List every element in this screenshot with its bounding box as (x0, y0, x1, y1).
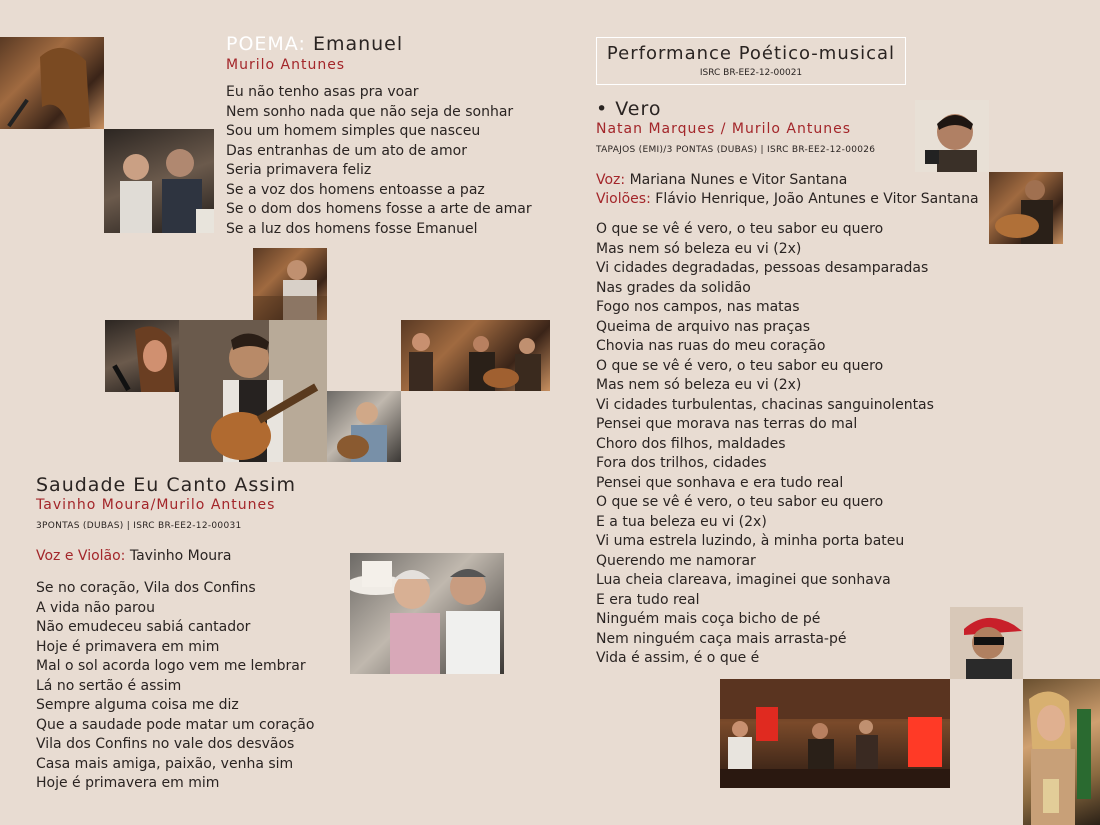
lyric-line: Mas nem só beleza eu vi (2x) (596, 240, 802, 257)
lyric-line: Hoje é primavera em mim (36, 638, 220, 655)
guitarist-photo-2 (327, 391, 401, 462)
voz-label: Voz: (596, 172, 626, 188)
lyric-line: Choro dos filhos, maldades (596, 435, 786, 452)
saudade-title: Saudade Eu Canto Assim (36, 474, 296, 496)
lyric-line: Nem ninguém caça mais arrasta-pé (596, 630, 847, 647)
lyric-line: Eu não tenho asas pra voar (226, 84, 419, 100)
lyric-line: Vi cidades turbulentas, chacinas sanguinolentas (596, 396, 934, 413)
lyric-line: Seria primavera feliz (226, 162, 372, 178)
vero-lyrics (596, 220, 934, 669)
singer-man-photo (915, 100, 989, 172)
poem-lyrics (226, 83, 532, 239)
lyric-line: Que a saudade pode matar um coração (36, 716, 315, 733)
singer-woman-photo-2 (105, 320, 179, 392)
vero-voz-credit (596, 172, 847, 188)
lyric-line: Hoje é primavera em mim (36, 775, 220, 791)
vero-violoes-credit (596, 191, 979, 207)
performance-box (596, 37, 906, 85)
credit-label: Voz e Violão: (36, 548, 126, 564)
lyric-line: A vida não parou (36, 599, 155, 616)
poem-author: Murilo Antunes (226, 57, 346, 73)
guitarist-main-photo (179, 320, 327, 462)
lyric-line: Chovia nas ruas do meu coração (596, 338, 826, 354)
musicians-photo-1 (104, 129, 214, 233)
lyric-line: Querendo me namorar (596, 552, 756, 569)
band-photo-1 (401, 320, 550, 391)
lyric-line: Das entranhas de um ato de amor (226, 142, 467, 159)
guitarist-photo-3 (989, 172, 1063, 244)
saudade-credit (36, 548, 231, 564)
lyric-line: Vila dos Confins no vale dos desvãos (36, 736, 295, 752)
lyric-line: E era tudo real (596, 591, 700, 608)
lyric-line: Vida é assim, é o que é (596, 650, 760, 666)
lyric-line: Mas nem só beleza eu vi (2x) (596, 377, 802, 393)
poem-title: Emanuel (312, 33, 404, 55)
lyric-line: Pensei que morava nas terras do mal (596, 416, 858, 432)
lyric-line: Se o dom dos homens fosse a arte de amar (226, 201, 532, 217)
saudade-isrc: 3PONTAS (DUBAS) | ISRC BR-EE2-12-00031 (36, 521, 242, 531)
performance-title: Performance Poético-musical (606, 43, 896, 64)
credit-value: Tavinho Moura (129, 548, 232, 564)
violoes-value: Flávio Henrique, João Antunes e Vitor Santana (655, 191, 979, 207)
lyric-line: Vi cidades degradadas, pessoas desamparadas (596, 260, 929, 276)
poem-heading (226, 33, 403, 55)
guitarist-photo-1 (253, 248, 327, 320)
lyric-line: Mal o sol acorda logo vem me lembrar (36, 658, 306, 674)
performance-isrc: ISRC BR-EE2-12-00021 (699, 68, 803, 78)
violoes-label: Violões: (596, 191, 651, 207)
lyric-line: Pensei que sonhava e era tudo real (596, 474, 844, 491)
voz-value: Mariana Nunes e Vitor Santana (629, 172, 848, 188)
lyric-line: Não emudeceu sabiá cantador (36, 619, 251, 635)
lyric-line: Nas grades da solidão (596, 279, 751, 296)
lyric-line: Vi uma estrela luzindo, à minha porta bateu (596, 533, 905, 549)
lyric-line: Queima de arquivo nas praças (596, 318, 811, 335)
lyric-line: O que se vê é vero, o teu sabor eu quero (596, 357, 884, 374)
saudade-authors: Tavinho Moura/Murilo Antunes (36, 497, 276, 513)
lyric-line: Se a luz dos homens fosse Emanuel (226, 220, 478, 237)
lyric-line: O que se vê é vero, o teu sabor eu quero (596, 221, 884, 237)
singer-woman-photo (0, 37, 104, 129)
lyric-line: Se no coração, Vila dos Confins (36, 580, 256, 596)
woman-with-drink-photo (1023, 679, 1100, 825)
lyric-line: Nem sonho nada que não seja de sonhar (226, 103, 514, 120)
lyric-line: Fora dos trilhos, cidades (596, 455, 767, 471)
lyric-line: Ninguém mais coça bicho de pé (596, 611, 821, 627)
poem-label: POEMA: (226, 33, 306, 55)
lyric-line: E a tua beleza eu vi (2x) (596, 513, 767, 530)
vero-authors: Natan Marques / Murilo Antunes (596, 121, 851, 137)
saudade-lyrics (36, 579, 314, 794)
vero-isrc: TAPAJOS (EMI)/3 PONTAS (DUBAS) | ISRC BR-EE2-12-00026 (596, 145, 876, 155)
lyric-line: Lua cheia clareava, imaginei que sonhava (596, 572, 891, 588)
lyric-line: Se a voz dos homens entoasse a paz (226, 181, 485, 198)
bar-scene-photo (720, 679, 950, 788)
lyric-line: Sempre alguma coisa me diz (36, 697, 239, 713)
man-with-cap-photo (950, 607, 1023, 679)
vero-title: • Vero (596, 98, 662, 120)
lyric-line: Sou um homem simples que nasceu (226, 123, 481, 139)
lyric-line: Casa mais amiga, paixão, venha sim (36, 755, 294, 772)
lyric-line: Fogo nos campos, nas matas (596, 299, 800, 315)
three-men-photo (350, 553, 504, 674)
lyric-line: Lá no sertão é assim (36, 677, 182, 694)
lyric-line: O que se vê é vero, o teu sabor eu quero (596, 494, 884, 510)
